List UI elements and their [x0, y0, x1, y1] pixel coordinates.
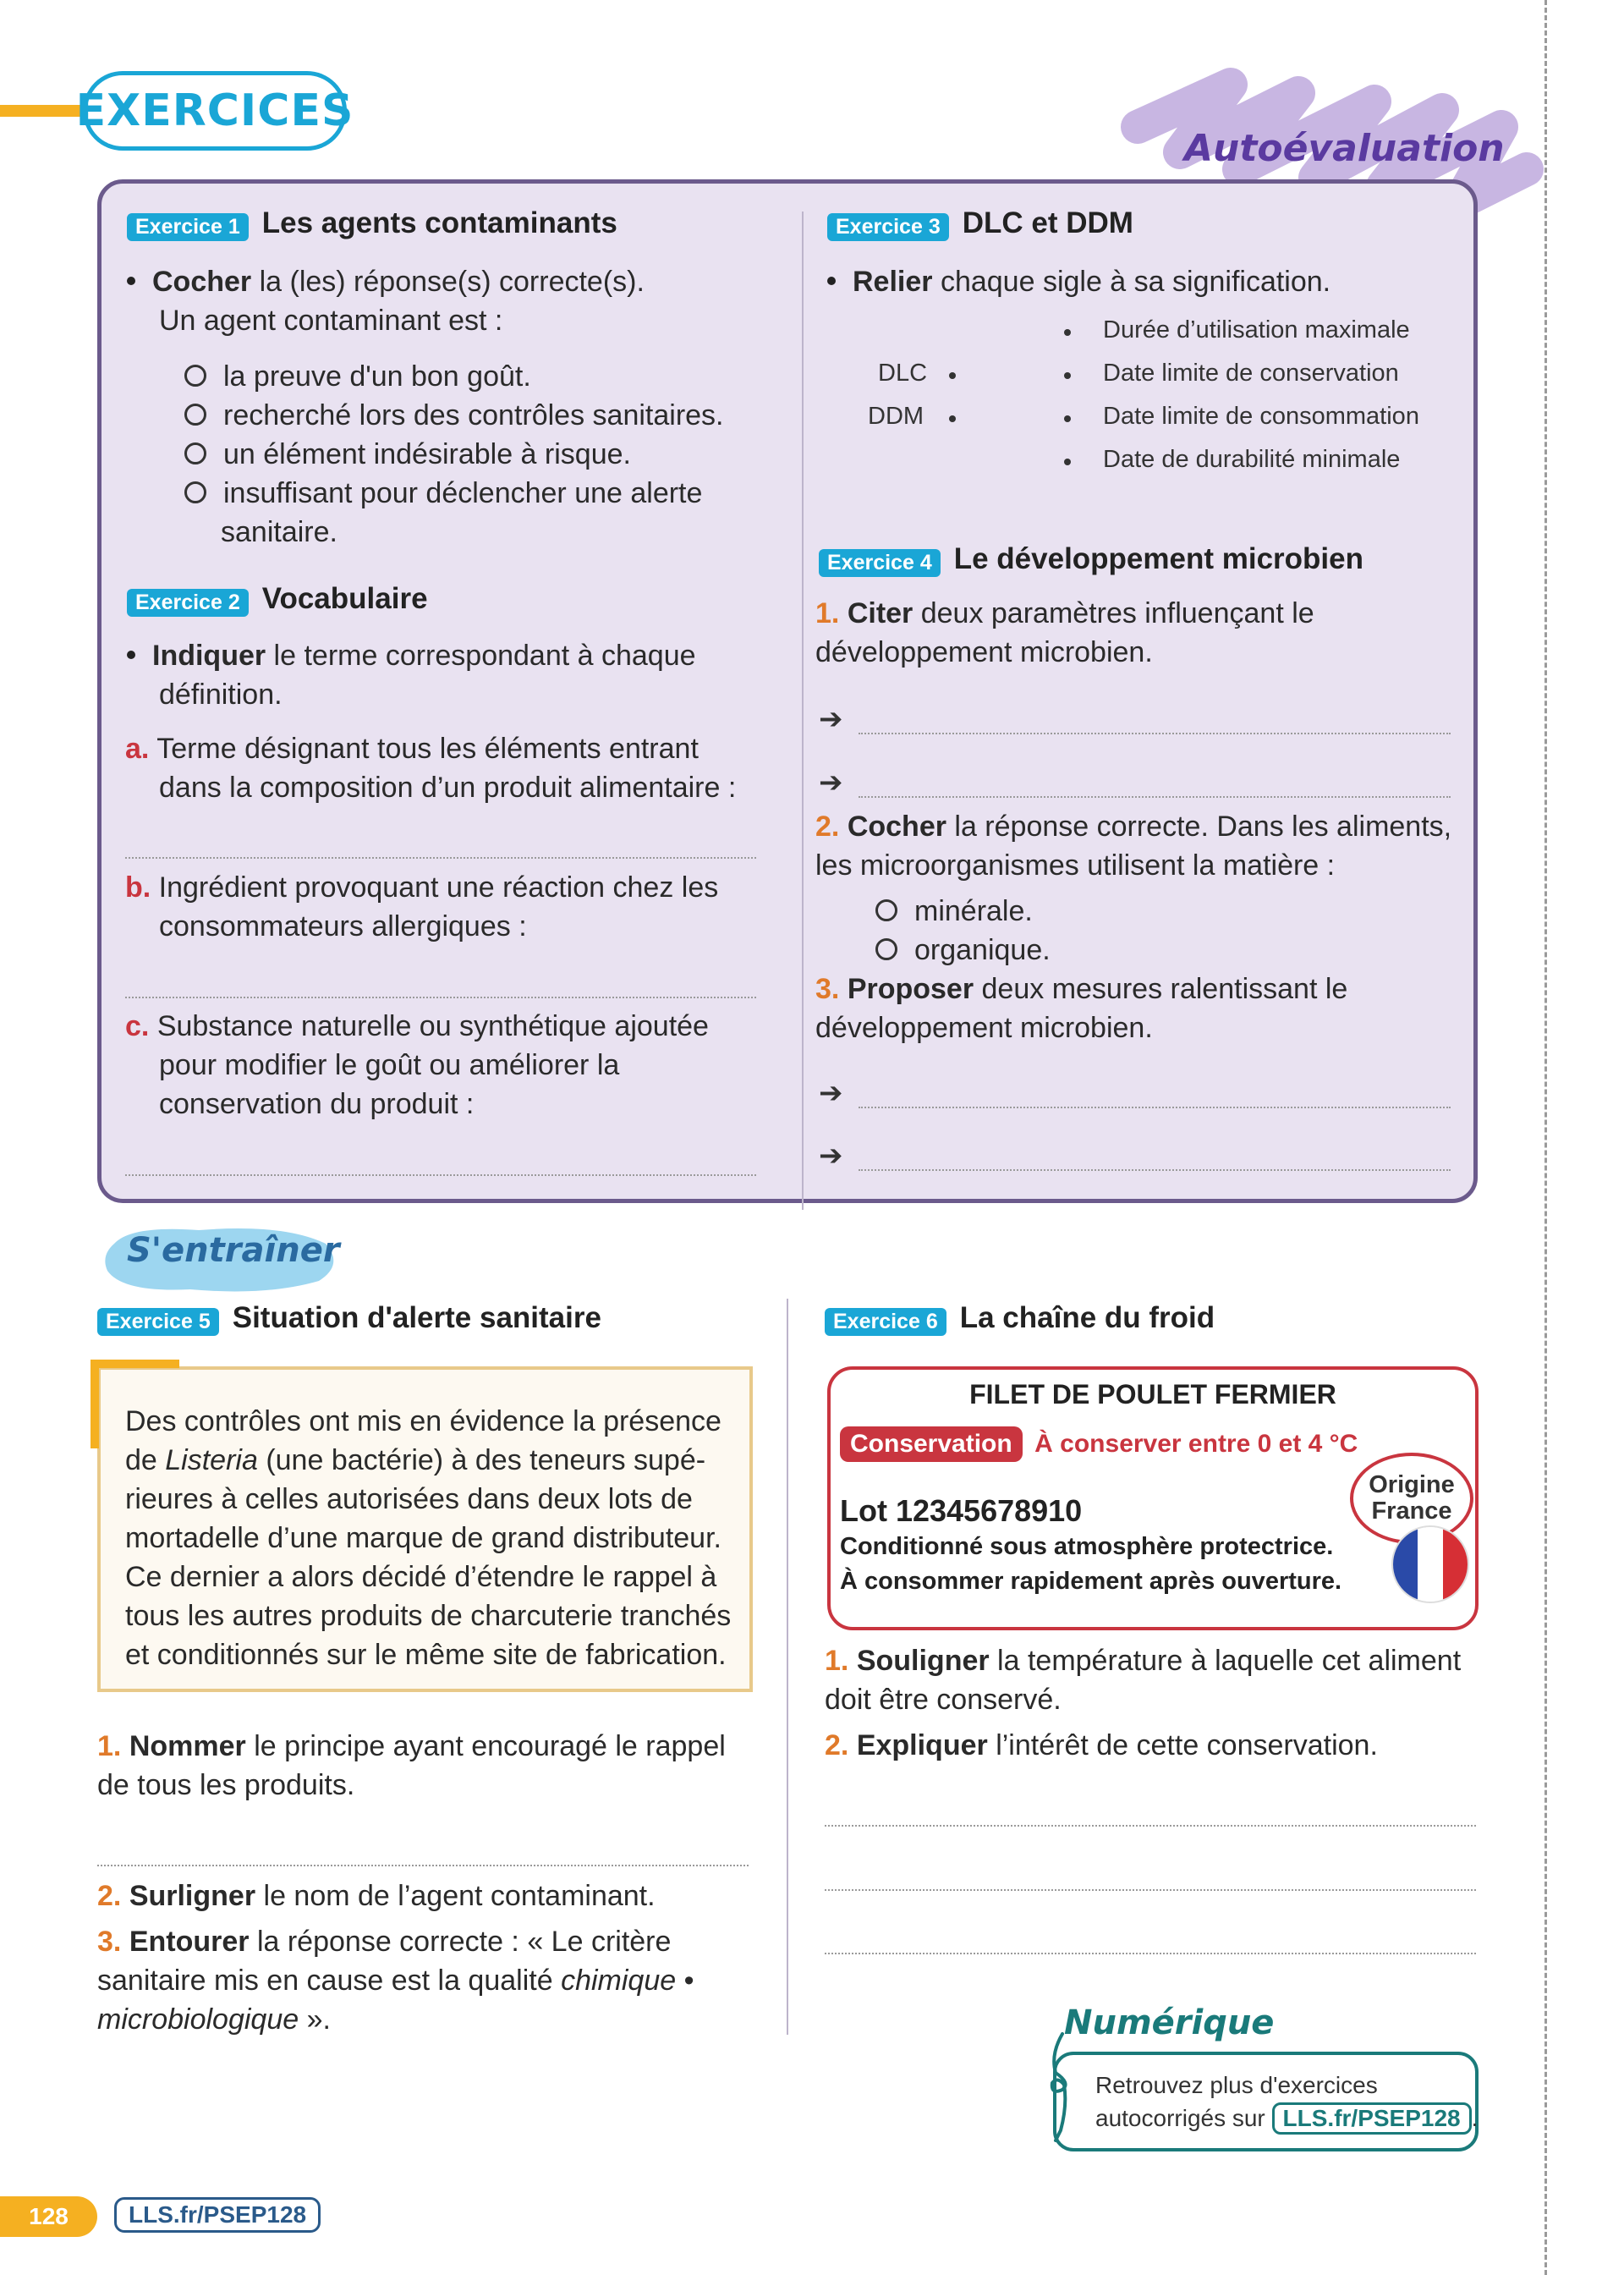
ex5-q3-line3: microbiologique ».: [97, 2003, 331, 2036]
ex5-q1-line2: de tous les produits.: [97, 1769, 355, 1801]
ex5-badge: Exercice 5: [97, 1308, 219, 1336]
ex6-title: La chaîne du froid: [959, 1301, 1215, 1334]
page-number: 128: [0, 2196, 97, 2237]
radio-icon[interactable]: [184, 481, 206, 503]
product-name: FILET DE POULET FERMIER: [969, 1379, 1336, 1410]
ex4-badge: Exercice 4: [819, 549, 941, 577]
conservation-badge: Conservation: [840, 1426, 1023, 1462]
ex2-item-b-line2: consommateurs allergiques :: [159, 910, 527, 942]
arrow-icon: ➔: [819, 1077, 843, 1109]
page-title: EXERCICES: [83, 71, 347, 151]
doc-line: et conditionnés sur le même site de fabrication.: [125, 1639, 727, 1671]
ex3-meaning-dot[interactable]: [1064, 329, 1071, 336]
ex3-meaning: Date de durabilité minimale: [1103, 446, 1401, 473]
ex3-header: [827, 206, 1133, 243]
ex3-badge: Exercice 3: [827, 213, 949, 241]
ex2-title: Vocabulaire: [261, 582, 428, 615]
ex4-q2-option[interactable]: minérale.: [875, 892, 1033, 931]
ex4-answer-line[interactable]: [859, 1107, 1451, 1108]
ex2-answer-line-a[interactable]: [125, 857, 756, 859]
ex3-instruction: Relier chaque sigle à sa signification.: [827, 262, 1330, 301]
ex5-q3-line2: sanitaire mis en cause est la qualité chimique •: [97, 1965, 694, 1997]
ex3-sigle: DLC: [878, 360, 928, 387]
ex6-q1-line2: doit être conservé.: [825, 1684, 1062, 1716]
bullet-icon: [127, 277, 135, 285]
ex4-q3-line2: développement microbien.: [815, 1012, 1153, 1044]
ex2-item-c: c. Substance naturelle ou synthétique ajoutée: [125, 1010, 709, 1042]
ex2-header: [127, 582, 428, 618]
radio-icon[interactable]: [184, 442, 206, 464]
ex2-instruction-line2: définition.: [159, 679, 283, 711]
arrow-icon: ➔: [819, 767, 843, 799]
ex1-header: [127, 206, 617, 243]
ex4-q1: 1. Citer deux paramètres influençant le: [815, 597, 1314, 629]
origin-badge: Origine France: [1350, 1453, 1473, 1544]
ex6-q1: 1. Souligner la température à laquelle cet aliment: [825, 1645, 1462, 1677]
doc-line: de Listeria (une bactérie) à des teneurs supé-: [125, 1444, 706, 1476]
ex6-answer-line[interactable]: [825, 1825, 1476, 1827]
label-line: À consommer rapidement après ouverture.: [840, 1568, 1342, 1595]
conservation-row: [840, 1426, 1358, 1462]
ex4-q2-option[interactable]: organique.: [875, 931, 1051, 970]
column-separator: [802, 212, 804, 1210]
france-flag-icon: [1393, 1527, 1468, 1602]
label-line: Conditionné sous atmosphère protectrice.: [840, 1533, 1334, 1560]
ex3-sigle-dot[interactable]: [949, 415, 956, 422]
ex2-badge: Exercice 2: [127, 589, 249, 617]
autoeval-label: Autoévaluation: [1184, 127, 1505, 170]
ex3-meaning: Durée d’utilisation maximale: [1103, 316, 1410, 343]
ex1-badge: Exercice 1: [127, 213, 249, 241]
ex4-q1-line2: développement microbien.: [815, 636, 1153, 668]
ex3-meaning: Date limite de conservation: [1103, 360, 1399, 387]
ex3-meaning-dot[interactable]: [1064, 459, 1071, 465]
ex1-option[interactable]: recherché lors des contrôles sanitaires.: [184, 396, 724, 435]
arrow-icon: ➔: [819, 703, 843, 735]
conservation-text: À conserver entre 0 et 4 °C: [1034, 1430, 1358, 1458]
doc-line: mortadelle d’une marque de grand distributeur.: [125, 1522, 721, 1554]
ex4-title: Le développement microbien: [953, 542, 1363, 575]
radio-icon[interactable]: [184, 365, 206, 387]
radio-icon[interactable]: [875, 938, 897, 960]
ex2-item-c-line3: conservation du produit :: [159, 1088, 475, 1120]
ex1-option-continuation: sanitaire.: [221, 516, 337, 548]
ex3-title: DLC et DDM: [962, 206, 1133, 239]
ex2-item-a: a. Terme désignant tous les éléments entrant: [125, 733, 699, 765]
ex6-q2: 2. Expliquer l’intérêt de cette conservation.: [825, 1729, 1378, 1761]
numerique-link[interactable]: LLS.fr/PSEP128: [1272, 2102, 1472, 2135]
ex4-q3: 3. Proposer deux mesures ralentissant le: [815, 973, 1348, 1005]
numerique-box: [1053, 2052, 1479, 2151]
ex2-item-a-line2: dans la composition d’un produit alimentaire :: [159, 772, 737, 804]
bullet-icon: [827, 277, 836, 285]
arrow-icon: ➔: [819, 1140, 843, 1172]
ex2-item-c-line2: pour modifier le goût ou améliorer la: [159, 1049, 620, 1081]
ex5-title: Situation d'alerte sanitaire: [232, 1301, 601, 1334]
ex3-sigle-dot[interactable]: [949, 372, 956, 379]
doc-line: Ce dernier a alors décidé d’étendre le rappel à: [125, 1561, 717, 1593]
column-separator: [787, 1299, 788, 2035]
ex1-option[interactable]: insuffisant pour déclencher une alerte: [184, 474, 702, 513]
ex4-header: [819, 542, 1363, 579]
radio-icon[interactable]: [875, 899, 897, 921]
ex4-answer-line[interactable]: [859, 733, 1451, 734]
ex3-meaning: Date limite de consommation: [1103, 403, 1419, 430]
numerique-hook-icon: [1039, 2029, 1081, 2147]
entrainer-label: S'entraîner: [127, 1231, 340, 1270]
doc-line: Des contrôles ont mis en évidence la présence: [125, 1405, 721, 1437]
ex3-sigle: DDM: [868, 403, 924, 430]
ex3-meaning-dot[interactable]: [1064, 372, 1071, 379]
bullet-icon: [127, 651, 135, 659]
cut-line: [1544, 0, 1547, 2275]
ex4-q2-line2: les microorganismes utilisent la matière :: [815, 849, 1336, 882]
ex4-q2: 2. Cocher la réponse correcte. Dans les aliments,: [815, 811, 1452, 843]
ex2-instruction: Indiquer le terme correspondant à chaque: [127, 636, 696, 675]
ex2-answer-line-c[interactable]: [125, 1174, 756, 1176]
footer-link[interactable]: LLS.fr/PSEP128: [114, 2197, 321, 2233]
ex1-intro: Un agent contaminant est :: [159, 305, 503, 337]
lot-number: Lot 12345678910: [840, 1493, 1083, 1528]
ex1-title: Les agents contaminants: [261, 206, 617, 239]
ex5-q2: 2. Surligner le nom de l’agent contaminant.: [97, 1880, 656, 1912]
ex3-meaning-dot[interactable]: [1064, 415, 1071, 422]
ex1-option[interactable]: la preuve d'un bon goût.: [184, 357, 531, 396]
ex6-header: [825, 1301, 1215, 1338]
radio-icon[interactable]: [184, 404, 206, 426]
ex2-item-b: b. Ingrédient provoquant une réaction chez les: [125, 871, 719, 904]
ex5-q3: 3. Entourer la réponse correcte : « Le critère: [97, 1926, 672, 1958]
ex1-instr-rest: la (les) réponse(s) correcte(s).: [251, 266, 645, 298]
ex5-answer-line[interactable]: [97, 1865, 749, 1866]
ex1-instr-verb: Cocher: [152, 266, 252, 298]
ex2-answer-line-b[interactable]: [125, 997, 756, 998]
ex1-option[interactable]: un élément indésirable à risque.: [184, 435, 631, 474]
ex6-badge: Exercice 6: [825, 1308, 946, 1336]
numerique-line1: Retrouvez plus d'exercices: [1095, 2072, 1378, 2098]
ex5-header: [97, 1301, 601, 1338]
doc-line: tous les autres produits de charcuterie tranchés: [125, 1600, 732, 1632]
ex4-answer-line[interactable]: [859, 1169, 1451, 1171]
numerique-line2: autocorrigés sur LLS.fr/PSEP128 .: [1095, 2102, 1478, 2135]
numerique-label: Numérique: [1064, 2003, 1275, 2042]
ex6-answer-line[interactable]: [825, 1889, 1476, 1891]
doc-line: rieures à celles autorisées dans deux lots de: [125, 1483, 693, 1515]
ex5-q1: 1. Nommer le principe ayant encouragé le rappel: [97, 1730, 726, 1762]
ex1-instruction: [127, 262, 645, 301]
ex4-answer-line[interactable]: [859, 796, 1451, 798]
ex6-answer-line[interactable]: [825, 1953, 1476, 1954]
